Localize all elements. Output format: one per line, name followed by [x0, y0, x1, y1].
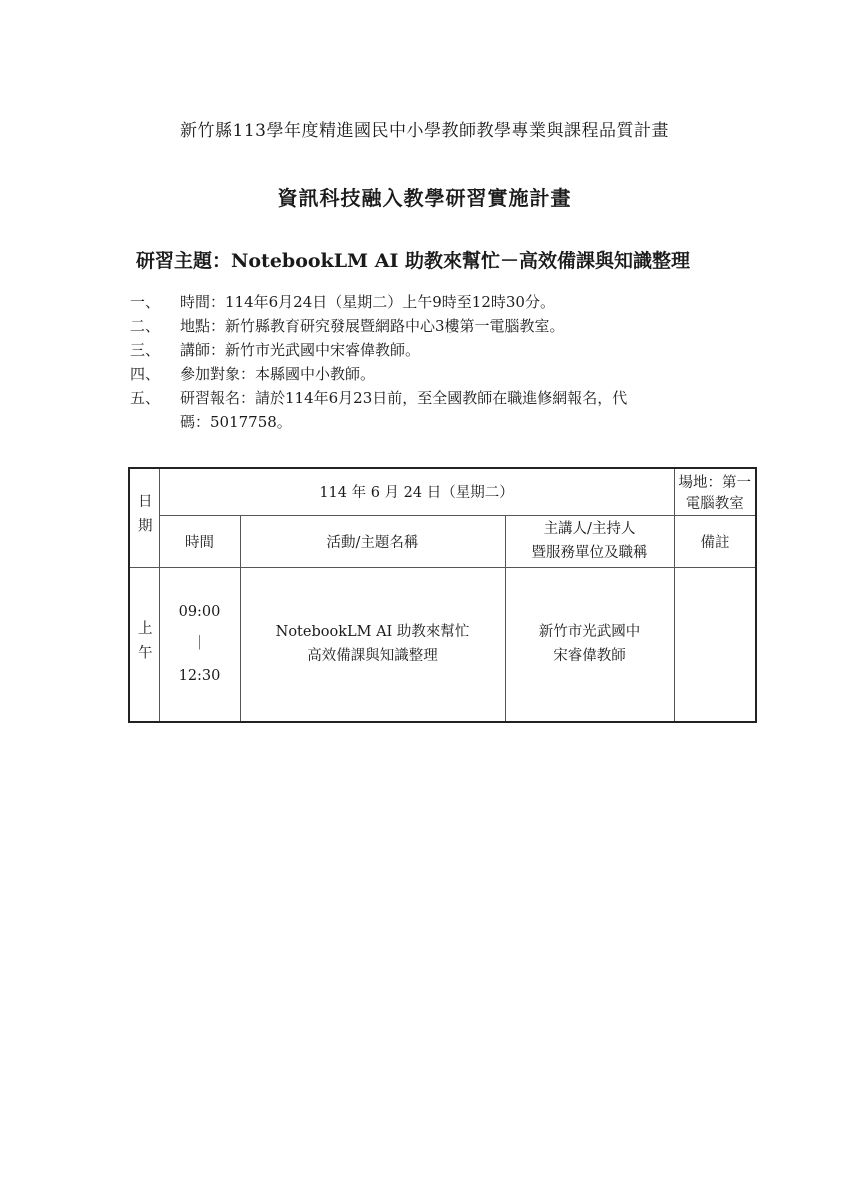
time-cell	[159, 567, 240, 722]
plan-items-list	[130, 290, 730, 434]
page-title: 資訊科技融入教學研習實施計畫	[277, 186, 572, 210]
schedule-table	[128, 467, 757, 723]
period-cell	[129, 567, 159, 722]
list-item	[130, 290, 730, 314]
item-number: 五、	[130, 389, 161, 407]
list-item	[130, 314, 730, 338]
table-header-row	[129, 515, 756, 567]
table-row	[129, 468, 756, 515]
speaker-line2: 宋睿偉教師	[553, 648, 626, 665]
item-text: 時間：114年6月24日（星期二）上午9時至12時30分。	[180, 293, 555, 311]
date-label-cell	[129, 468, 159, 567]
date-label: 日期	[135, 493, 152, 543]
item-number: 四、	[130, 365, 161, 383]
list-item	[130, 362, 730, 386]
header-speaker	[505, 515, 674, 567]
header-note: 備註	[674, 515, 756, 567]
item-text: 講師：新竹市光武國中宋睿偉教師。	[180, 341, 421, 359]
header-speaker-line2: 暨服務單位及職稱	[531, 545, 648, 561]
item-text: 地點：新竹縣教育研究發展暨網路中心3樓第一電腦教室。	[180, 317, 565, 335]
note-cell	[674, 567, 756, 722]
date-value-cell: 114 年 6 月 24 日（星期二）	[159, 468, 674, 515]
header-speaker-line1: 主講人/主持人	[543, 521, 636, 537]
item-text: 參加對象：本縣國中小教師。	[180, 365, 376, 383]
venue-cell: 場地：第一電腦教室	[674, 468, 756, 515]
speaker-cell	[505, 567, 674, 722]
workshop-theme: 研習主題：NotebookLM AI 助教來幫忙－高效備課與知識整理	[136, 250, 690, 272]
list-item	[130, 386, 730, 410]
item-number: 三、	[130, 341, 161, 359]
item-number: 二、	[130, 317, 161, 335]
list-item	[130, 338, 730, 362]
plan-subtitle: 新竹縣113學年度精進國民中小學教師教學專業與課程品質計畫	[180, 121, 669, 141]
item-number: 一、	[130, 293, 161, 311]
item-text-continued: 碼：5017758。	[180, 413, 292, 431]
item-text: 研習報名：請於114年6月23日前，至全國教師在職進修網報名，代	[180, 389, 628, 407]
header-activity: 活動/主題名稱	[240, 515, 505, 567]
table-row	[129, 567, 756, 722]
header-time: 時間	[159, 515, 240, 567]
period-label: 上午	[135, 619, 152, 669]
activity-line2: 高效備課與知識整理	[307, 648, 438, 665]
time-start: 09:00	[178, 604, 221, 621]
activity-cell	[240, 567, 505, 722]
time-separator: ｜	[192, 636, 207, 653]
speaker-line1: 新竹市光武國中	[538, 624, 641, 641]
activity-line1: NotebookLM AI 助教來幫忙	[275, 624, 470, 641]
time-end: 12:30	[178, 668, 221, 685]
